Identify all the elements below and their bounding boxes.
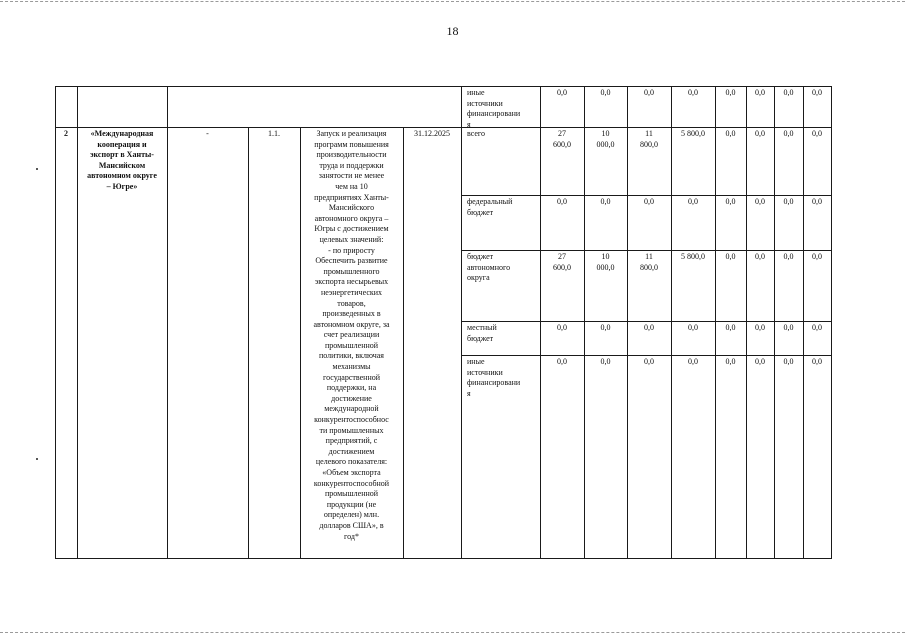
value-cell: 0,0 (783, 252, 794, 261)
value-cell: 11 800,0 (640, 252, 658, 272)
value-cell: 0,0 (725, 252, 736, 261)
value-cell: 0,0 (725, 197, 736, 206)
column-divider (77, 86, 78, 559)
value-cell: 27 600,0 (553, 252, 571, 272)
row-divider (461, 321, 832, 322)
source-label: всего (467, 129, 486, 138)
item-code: 1.1. (268, 129, 280, 138)
value-cell: 0,0 (600, 357, 611, 366)
value-cell: 0,0 (688, 88, 698, 97)
source-label: бюджет автономного округа (467, 252, 511, 283)
value-cell: 0,0 (644, 357, 654, 366)
value-cell: 0,0 (755, 129, 765, 138)
value-cell: 0,0 (812, 197, 822, 206)
value-cell: 0,0 (812, 129, 822, 138)
table-border (55, 86, 56, 559)
source-label: местный бюджет (467, 323, 497, 343)
column-divider (403, 127, 404, 559)
row-divider (461, 250, 832, 251)
column-divider (167, 86, 168, 559)
value-cell: 0,0 (725, 88, 736, 97)
value-cell: 0,0 (688, 357, 698, 366)
value-cell: 0,0 (557, 197, 567, 206)
value-cell: 11 800,0 (640, 129, 658, 149)
value-cell: 0,0 (783, 323, 794, 332)
value-cell: 0,0 (725, 323, 736, 332)
project-name: «Международная кооперация и экспорт в Ханты- Мансийском автономном округе – Югре» (87, 129, 157, 191)
source-label: федеральный бюджет (467, 197, 513, 217)
value-cell: 0,0 (725, 129, 736, 138)
column-divider (248, 127, 249, 559)
source-label: иные источники финансировани я (467, 357, 521, 398)
result-description: Запуск и реализация программ повышения производительности труда и поддержки занятости не менее чем на 10 предприятиях Ханты- Мансийского автономного округа – Югры с достижением целевых значений: - по приросту Обеспечить развитие промышленного экспорта несырьевых неэнергетических товаров, произведенных в автономном округе, за счет реализации промышленной политики, включая механизмы государственной поддержки, на достижение международной конкурентоспособнос ти промышленных предприятий, с достижением целевого показателя: «Объем экспорта конкурентоспособной промышленной продукции (не определен) млн. долларов США», в год* (313, 129, 390, 541)
value-cell: 10 000,0 (596, 252, 615, 272)
column-divider (461, 86, 462, 559)
value-cell: 10 000,0 (596, 129, 615, 149)
value-cell: 5 800,0 (681, 129, 705, 138)
source-label: иные источники финансировани я (467, 88, 521, 129)
row-divider (461, 355, 832, 356)
value-cell: 0,0 (755, 88, 765, 97)
value-cell: 0,0 (755, 252, 765, 261)
value-cell: 0,0 (557, 323, 567, 332)
value-cell: 0,0 (688, 197, 698, 206)
dash-cell: - (206, 129, 209, 138)
value-cell: 0,0 (812, 252, 822, 261)
value-cell: 0,0 (600, 197, 611, 206)
value-cell: 0,0 (600, 323, 611, 332)
value-cell: 0,0 (644, 88, 654, 97)
value-cell: 0,0 (812, 357, 822, 366)
value-cell: 0,0 (755, 357, 765, 366)
value-cell: 0,0 (783, 357, 794, 366)
value-cell: 0,0 (755, 323, 765, 332)
value-cell: 0,0 (755, 197, 765, 206)
deadline-date: 31.12.2025 (414, 129, 450, 138)
value-cell: 0,0 (783, 129, 794, 138)
row-number: 2 (64, 129, 68, 138)
value-cell: 0,0 (783, 197, 794, 206)
table-border (831, 86, 832, 559)
value-cell: 0,0 (688, 323, 698, 332)
value-cell: 0,0 (600, 88, 611, 97)
value-cell: 0,0 (644, 323, 654, 332)
value-cell: 0,0 (812, 323, 822, 332)
row-divider (461, 195, 832, 196)
page-number: 18 (446, 24, 459, 38)
value-cell: 5 800,0 (681, 252, 705, 261)
value-cell: 0,0 (725, 357, 736, 366)
value-cell: 0,0 (783, 88, 794, 97)
value-cell: 0,0 (557, 357, 567, 366)
value-cell: 0,0 (644, 197, 654, 206)
value-cell: 27 600,0 (553, 129, 571, 149)
value-cell: 0,0 (812, 88, 822, 97)
value-cell: 0,0 (557, 88, 567, 97)
